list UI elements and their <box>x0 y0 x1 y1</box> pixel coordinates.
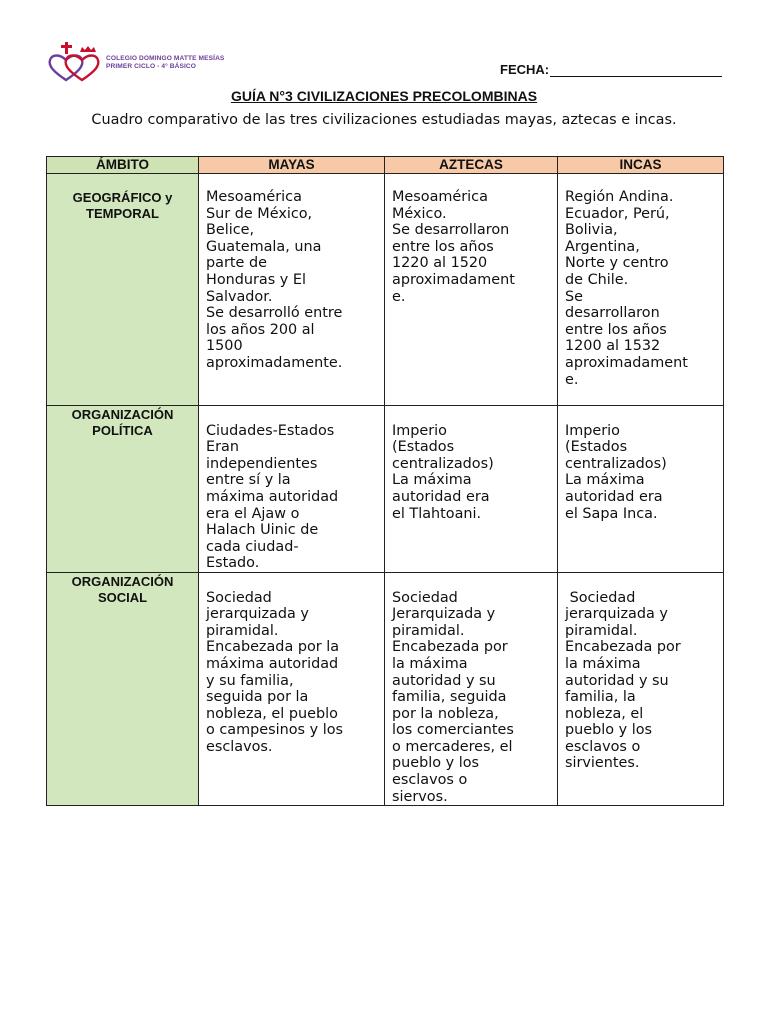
header-incas: INCAS <box>558 157 724 174</box>
cell-incas: Región Andina. Ecuador, Perú, Bolivia, Argentina, Norte y centro de Chile. Se desarrollaron entre los años 1200 al 1532 aproximadament e. <box>558 174 724 406</box>
page-subtitle: Cuadro comparativo de las tres civilizaciones estudiadas mayas, aztecas e incas. <box>91 112 677 128</box>
school-name-line1: COLEGIO DOMINGO MATTE MESÍAS <box>106 55 225 62</box>
table-row <box>47 572 724 805</box>
cell-incas: Imperio (Estados centralizados) La máxima autoridad era el Sapa Inca. <box>558 406 724 573</box>
cell-mayas: Mesoamérica Sur de México, Belice, Guatemala, una parte de Honduras y El Salvador. Se desarrolló entre los años 200 al 1500 aproximadamente. <box>199 174 385 406</box>
cell-aztecas: Imperio (Estados centralizados) La máxima autoridad era el Tlahtoani. <box>385 406 558 573</box>
row-category-social: ORGANIZACIÓN SOCIAL <box>47 572 199 805</box>
cell-mayas: Sociedad jerarquizada y piramidal. Encabezada por la máxima autoridad y su familia, seguida por la nobleza, el pueblo o campesinos y los esclavos. <box>199 572 385 805</box>
date-blank-line[interactable] <box>550 64 722 77</box>
row-category-geografico: GEOGRÁFICO y TEMPORAL <box>47 174 199 406</box>
page-title: GUÍA N°3 CIVILIZACIONES PRECOLOMBINAS <box>230 88 538 104</box>
header-aztecas: AZTECAS <box>385 157 558 174</box>
table-row <box>47 174 724 406</box>
school-name-line2: PRIMER CICLO - 4° BÁSICO <box>106 63 197 71</box>
row-category-politica: ORGANIZACIÓN POLÍTICA <box>47 406 199 573</box>
cell-aztecas: Mesoamérica México. Se desarrollaron entre los años 1220 al 1520 aproximadament e. <box>385 174 558 406</box>
hearts-cross-icon <box>44 40 104 84</box>
header-mayas: MAYAS <box>199 157 385 174</box>
cell-incas: Sociedad jerarquizada y piramidal. Encabezada por la máxima autoridad y su familia, la nobleza, el pueblo y los esclavos o sirvientes. <box>558 572 724 805</box>
cell-mayas: Ciudades-Estados Eran independientes entre sí y la máxima autoridad era el Ajaw o Halach Uinic de cada ciudad- Estado. <box>199 406 385 573</box>
school-logo <box>44 40 244 84</box>
date-field <box>500 62 722 77</box>
date-label: FECHA: <box>500 62 550 77</box>
cell-aztecas: Sociedad Jerarquizada y piramidal. Encabezada por la máxima autoridad y su familia, seguida por la nobleza, los comerciantes o mercaderes, el pueblo y los esclavos o siervos. <box>385 572 558 805</box>
header-ambito: ÁMBITO <box>47 157 199 174</box>
comparison-table <box>46 156 724 806</box>
table-row <box>47 406 724 573</box>
school-name <box>106 55 224 72</box>
table-header-row <box>47 157 724 174</box>
